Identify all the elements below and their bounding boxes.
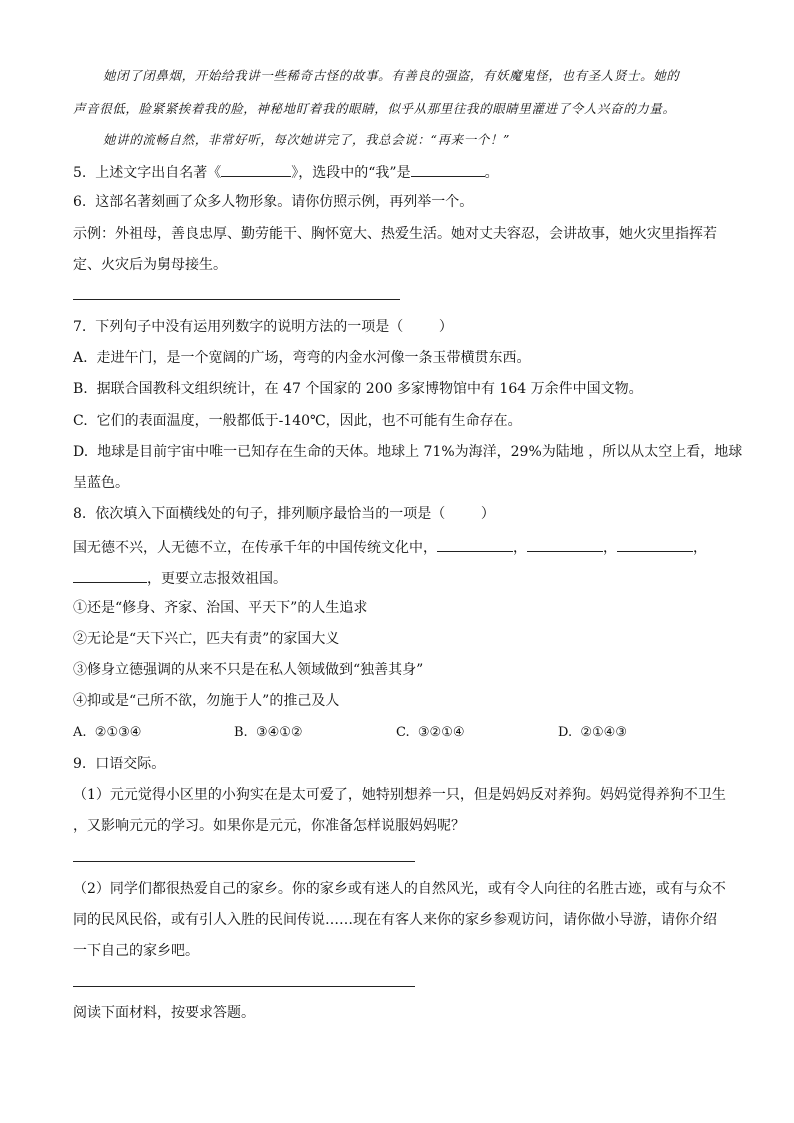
q8-sentence-line-2 xyxy=(73,568,287,588)
question-9-stem: 9. 口语交际。 xyxy=(73,756,166,772)
q9-part-1-line-1: （1）元元觉得小区里的小狗实在是太可爱了，她特别想养一只，但是妈妈反对养狗。妈妈觉得养狗不卫生 xyxy=(73,787,726,803)
q8-sentence-1: ①还是“修身、齐家、治国、平天下”的人生追求 xyxy=(73,600,368,616)
question-6-example-2: 定、火灾后为舅母接生。 xyxy=(73,257,227,273)
q9-part-2-line-1: （2）同学们都很热爱自己的家乡。你的家乡或有迷人的自然风光，或有令人向往的名胜古迹，或有与众不 xyxy=(73,881,726,897)
reading-instruction: 阅读下面材料，按要求答题。 xyxy=(73,1005,255,1021)
question-6-stem: 6. 这部名著刻画了众多人物形象。请你仿照示例，再列举一个。 xyxy=(73,194,474,210)
q8-sentence-3: ③修身立德强调的从来不只是在私人领域做到“独善其身” xyxy=(73,662,424,678)
q9-part-2-line-2: 同的民风民俗，或有引人入胜的民间传说……现在有客人来你的家乡参观访问，请你做小导游，请你介绍 xyxy=(73,912,717,928)
q8-option-b[interactable]: B. ③④①② xyxy=(234,725,303,740)
q8-text-1: 国无德不兴，人无德不立，在传承千年的中国传统文化中， xyxy=(73,540,437,556)
q5-text-3: 。 xyxy=(484,165,499,181)
q8-comma-3: ， xyxy=(693,540,707,556)
passage-line-3: 她讲的流畅自然，非常好听，每次她讲完了，我总会说：“再来一个！” xyxy=(103,132,510,147)
q8-sentence-2: ②无论是“天下兴亡，匹夫有责”的家国大义 xyxy=(73,631,340,647)
question-6-example-1: 示例：外祖母，善良忠厚、勤劳能干、胸怀宽大、热爱生活。她对丈夫容忍，会讲故事，她火灾里指挥若 xyxy=(73,226,717,242)
q7-option-a[interactable]: A. 走进午门，是一个宽阔的广场，弯弯的内金水河像一条玉带横贯东西。 xyxy=(73,350,531,366)
q6-answer-line[interactable] xyxy=(73,299,400,300)
q9-part-2-answer-line[interactable] xyxy=(73,986,415,987)
question-7-stem: 7. 下列句子中没有运用列数字的说明方法的一项是（ ） xyxy=(73,319,453,335)
q8-blank-4[interactable] xyxy=(73,568,147,583)
q7-option-c[interactable]: C. 它们的表面温度，一般都低于-140℃，因此，也不可能有生命存在。 xyxy=(73,413,522,429)
q8-blank-3[interactable] xyxy=(617,537,693,552)
q5-text-2: 》，选段中的“我”是 xyxy=(291,165,411,181)
q8-sentence-line-1 xyxy=(73,537,707,557)
q5-book-blank[interactable] xyxy=(221,162,291,177)
q7-option-d-line-1[interactable]: D. 地球是目前宇宙中唯一已知存在生命的天体。地球上 71%为海洋，29%为陆地 ，所以从太空上看，地球 xyxy=(73,444,743,460)
q8-text-2: ，更要立志报效祖国。 xyxy=(147,571,287,587)
q9-part-2-line-3: 一下自己的家乡吧。 xyxy=(73,943,199,959)
q8-option-a[interactable]: A. ②①③④ xyxy=(73,725,142,740)
q8-blank-2[interactable] xyxy=(527,537,603,552)
q5-character-blank[interactable] xyxy=(411,162,485,177)
q8-blank-1[interactable] xyxy=(437,537,513,552)
q9-part-1-line-2: ，又影响元元的学习。如果你是元元，你准备怎样说服妈妈呢？ xyxy=(73,818,465,834)
q8-comma-2: ， xyxy=(603,540,617,556)
question-8-stem: 8. 依次填入下面横线处的句子，排列顺序最恰当的一项是（ ） xyxy=(73,506,495,522)
q9-part-1-answer-line[interactable] xyxy=(73,861,415,862)
q8-comma-1: ， xyxy=(513,540,527,556)
passage-line-1: 她闭了闭鼻烟，开始给我讲一些稀奇古怪的故事。有善良的强盗，有妖魔鬼怪，也有圣人贤士。她的 xyxy=(103,68,680,83)
q8-option-c[interactable]: C. ③②①④ xyxy=(396,725,465,740)
q7-option-d-line-2: 呈蓝色。 xyxy=(73,475,129,491)
q8-sentence-4: ④抑或是“己所不欲，勿施于人”的推己及人 xyxy=(73,693,340,709)
passage-line-2: 声音很低，脸紧紧挨着我的脸，神秘地盯着我的眼睛，似乎从那里往我的眼睛里灌进了令人兴奋的力量。 xyxy=(73,101,676,116)
q7-option-b[interactable]: B. 据联合国教科文组织统计，在 47 个国家的 200 多家博物馆中有 164 万余件中国文物。 xyxy=(73,381,643,397)
q5-text-1: 5. 上述文字出自名著《 xyxy=(73,165,222,181)
question-5 xyxy=(73,162,499,182)
q8-option-d[interactable]: D. ②①④③ xyxy=(558,725,627,740)
